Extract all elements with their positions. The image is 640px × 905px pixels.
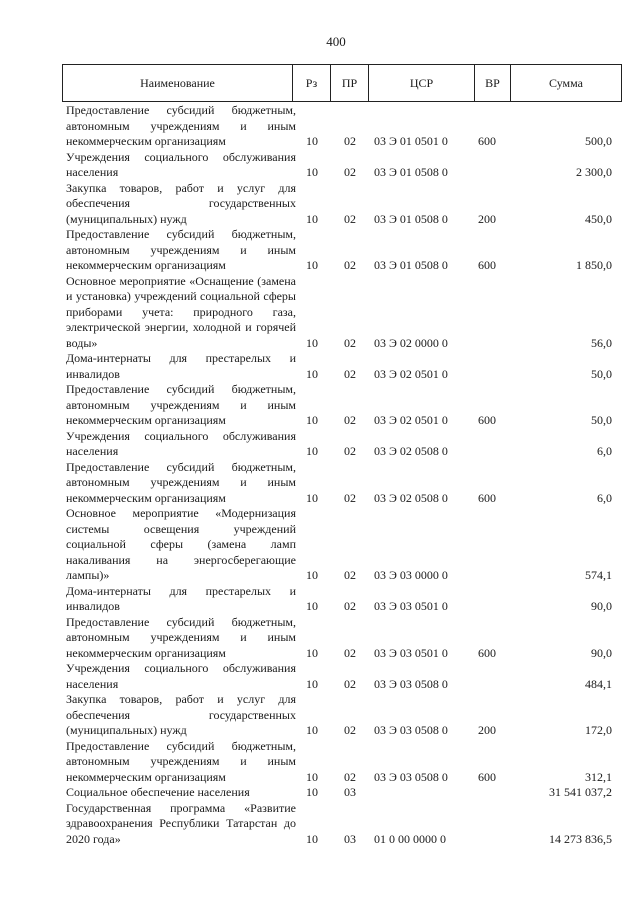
row-name: Основное мероприятие «Оснащение (замена и установка) учреждений социальной сферы приборами учета: природного газа, электрической энергии, холодной и горячей воды»	[66, 273, 296, 350]
table-row	[62, 661, 622, 692]
row-pr: 02	[344, 165, 356, 179]
row-csr: 03 Э 02 0508 0	[374, 444, 448, 458]
row-pr: 02	[344, 568, 356, 582]
row-name: Предоставление субсидий бюджетным, автономным учреждениям и иным некоммерческим организациям	[66, 738, 296, 784]
table-header	[62, 64, 622, 102]
table-row	[62, 785, 622, 801]
row-pr: 02	[344, 723, 356, 737]
row-pr: 02	[344, 134, 356, 148]
row-name: Дома-интернаты для престарелых и инвалидов	[66, 583, 296, 613]
row-csr: 03 Э 03 0508 0	[374, 723, 448, 737]
row-csr: 03 Э 03 0508 0	[374, 769, 448, 784]
row-csr: 03 Э 01 0501 0	[374, 134, 448, 148]
row-name: Закупка товаров, работ и услуг для обеспечения государственных (муниципальных) нужд	[66, 180, 296, 226]
row-pr: 03	[344, 785, 356, 799]
row-rz: 10	[306, 785, 318, 799]
row-csr: 03 Э 01 0508 0	[374, 258, 448, 272]
table-row	[62, 382, 622, 429]
row-rz: 10	[306, 676, 318, 691]
row-pr: 02	[344, 645, 356, 660]
row-vr: 600	[478, 769, 496, 784]
row-csr: 03 Э 02 0000 0	[374, 335, 448, 350]
row-rz: 10	[306, 599, 318, 613]
table-row	[62, 506, 622, 584]
table-row	[62, 615, 622, 662]
row-sum: 2 300,0	[576, 165, 612, 179]
row-rz: 10	[306, 366, 318, 381]
row-sum: 574,1	[585, 568, 612, 582]
row-name: Закупка товаров, работ и услуг для обеспечения государственных (муниципальных) нужд	[66, 692, 296, 737]
row-sum: 50,0	[591, 366, 612, 381]
row-csr: 03 Э 02 0501 0	[374, 413, 448, 427]
row-vr: 600	[478, 490, 496, 505]
table-row	[62, 692, 622, 739]
row-sum: 14 273 836,5	[549, 831, 612, 846]
row-pr: 03	[344, 831, 356, 846]
header-name: Наименование	[63, 65, 293, 101]
row-vr: 200	[478, 723, 496, 737]
row-name: Предоставление субсидий бюджетным, автономным учреждениям и иным некоммерческим организациям	[66, 103, 296, 148]
table-row	[62, 460, 622, 507]
row-rz: 10	[306, 258, 318, 272]
row-pr: 02	[344, 769, 356, 784]
row-csr: 03 Э 03 0508 0	[374, 676, 448, 691]
row-rz: 10	[306, 444, 318, 458]
row-sum: 90,0	[591, 645, 612, 660]
row-name: Предоставление субсидий бюджетным, автономным учреждениям и иным некоммерческим организациям	[66, 614, 296, 660]
row-sum: 484,1	[585, 676, 612, 691]
row-name: Дома-интернаты для престарелых и инвалидов	[66, 351, 296, 381]
row-csr: 03 Э 03 0501 0	[374, 599, 448, 613]
table-row	[62, 351, 622, 382]
header-pr: ПР	[331, 65, 369, 101]
row-sum: 6,0	[597, 490, 612, 505]
row-csr: 03 Э 01 0508 0	[374, 165, 448, 179]
row-vr: 600	[478, 134, 496, 148]
row-name: Предоставление субсидий бюджетным, автономным учреждениям и иным некоммерческим организациям	[66, 227, 296, 272]
table-row	[62, 150, 622, 181]
row-csr: 03 Э 02 0508 0	[374, 490, 448, 505]
row-csr: 03 Э 02 0501 0	[374, 366, 448, 381]
row-sum: 50,0	[591, 413, 612, 427]
row-sum: 172,0	[585, 723, 612, 737]
header-vr: ВР	[475, 65, 511, 101]
row-name: Социальное обеспечение населения	[66, 785, 250, 799]
header-csr: ЦСР	[369, 65, 475, 101]
row-pr: 02	[344, 444, 356, 458]
table-row	[62, 227, 622, 274]
row-sum: 450,0	[585, 211, 612, 226]
row-rz: 10	[306, 723, 318, 737]
row-rz: 10	[306, 211, 318, 226]
row-name: Государственная программа «Развитие здравоохранения Республики Татарстан до 2020 года»	[66, 800, 296, 846]
row-name: Основное мероприятие «Модернизация системы освещения учреждений социальной сферы (замена ламп накаливания на энергосберегающие лампы)»	[66, 506, 296, 582]
row-sum: 90,0	[591, 599, 612, 613]
row-name: Предоставление субсидий бюджетным, автономным учреждениям и иным некоммерческим организациям	[66, 459, 296, 505]
row-sum: 31 541 037,2	[549, 785, 612, 799]
header-sum: Сумма	[549, 76, 583, 90]
row-pr: 02	[344, 258, 356, 272]
page-number: 400	[326, 34, 346, 49]
row-csr: 01 0 00 0000 0	[374, 831, 446, 846]
table-row	[62, 274, 622, 352]
table-row	[62, 584, 622, 615]
row-sum: 312,1	[585, 769, 612, 784]
table-row	[62, 181, 622, 228]
table-row	[62, 103, 622, 150]
row-rz: 10	[306, 645, 318, 660]
row-rz: 10	[306, 568, 318, 582]
row-csr: 03 Э 03 0000 0	[374, 568, 448, 582]
row-pr: 02	[344, 490, 356, 505]
row-rz: 10	[306, 165, 318, 179]
row-pr: 02	[344, 366, 356, 381]
row-csr: 03 Э 03 0501 0	[374, 645, 448, 660]
row-name: Предоставление субсидий бюджетным, автономным учреждениям и иным некоммерческим организациям	[66, 382, 296, 427]
row-pr: 02	[344, 211, 356, 226]
row-sum: 1 850,0	[576, 258, 612, 272]
header-rz: Рз	[293, 65, 331, 101]
row-sum: 56,0	[591, 335, 612, 350]
row-pr: 02	[344, 413, 356, 427]
row-name: Учреждения социального обслуживания населения	[66, 149, 296, 179]
row-rz: 10	[306, 831, 318, 846]
row-vr: 600	[478, 645, 496, 660]
row-vr: 200	[478, 211, 496, 226]
row-pr: 02	[344, 335, 356, 350]
row-vr: 600	[478, 258, 496, 272]
table-row	[62, 429, 622, 460]
row-rz: 10	[306, 769, 318, 784]
row-rz: 10	[306, 335, 318, 350]
row-csr: 03 Э 01 0508 0	[374, 211, 448, 226]
row-rz: 10	[306, 134, 318, 148]
row-rz: 10	[306, 413, 318, 427]
row-sum: 500,0	[585, 134, 612, 148]
table-row	[62, 801, 622, 848]
table-row	[62, 739, 622, 786]
row-sum: 6,0	[597, 444, 612, 458]
row-pr: 02	[344, 599, 356, 613]
table-body	[62, 103, 622, 847]
row-pr: 02	[344, 676, 356, 691]
row-vr: 600	[478, 413, 496, 427]
row-rz: 10	[306, 490, 318, 505]
row-name: Учреждения социального обслуживания населения	[66, 428, 296, 458]
row-name: Учреждения социального обслуживания населения	[66, 661, 296, 691]
